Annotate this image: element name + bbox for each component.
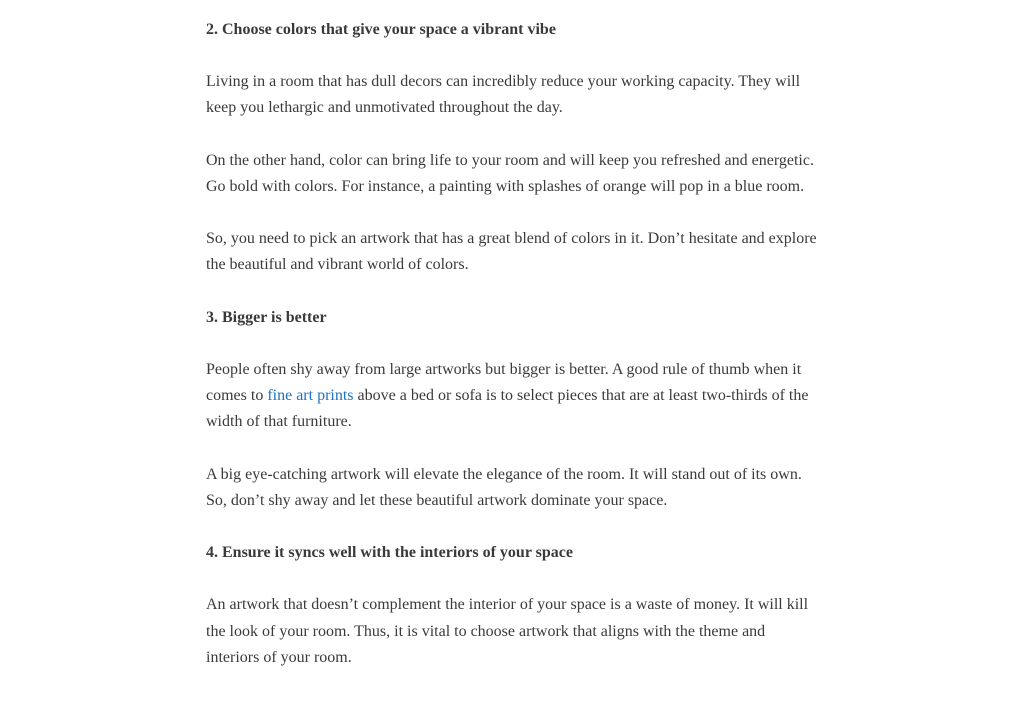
section-heading-colors: 2. Choose colors that give your space a vibrant vibe xyxy=(206,21,556,38)
paragraph: On the other hand, color can bring life to your room and will keep you refreshed and energetic. Go bold with colors. For instance, a painting with splashes of orange will pop in a blue room. xyxy=(206,151,814,195)
fine-art-prints-link[interactable]: fine art prints xyxy=(267,387,354,405)
paragraph-text: People often shy away from large artworks but bigger is better. A good rule of thumb when it comes to xyxy=(206,360,802,405)
paragraph: A big eye-catching artwork will elevate the elegance of the room. It will stand out of its own. So, don’t shy away and let these beautiful artwork dominate your space. xyxy=(206,465,802,509)
paragraph: An artwork that doesn’t complement the interior of your space is a waste of money. It will kill the look of your room. Thus, it is vital to choose artwork that aligns with the theme and interiors of your room. xyxy=(206,596,809,666)
section-heading-interiors: 4. Ensure it syncs well with the interiors of your space xyxy=(206,544,573,562)
article-body xyxy=(206,17,820,671)
paragraph-text: above a bed or sofa is to select pieces that are at least two-thirds of the width of that furniture. xyxy=(206,387,809,431)
section-heading-bigger: 3. Bigger is better xyxy=(206,308,327,326)
paragraph: Living in a room that has dull decors can incredibly reduce your working capacity. They will keep you lethargic and unmotivated throughout the day. xyxy=(206,73,801,117)
paragraph-with-link xyxy=(206,357,820,436)
paragraph: So, you need to pick an artwork that has a great blend of colors in it. Don’t hesitate and explore the beautiful and vibrant world of colors. xyxy=(206,230,817,274)
